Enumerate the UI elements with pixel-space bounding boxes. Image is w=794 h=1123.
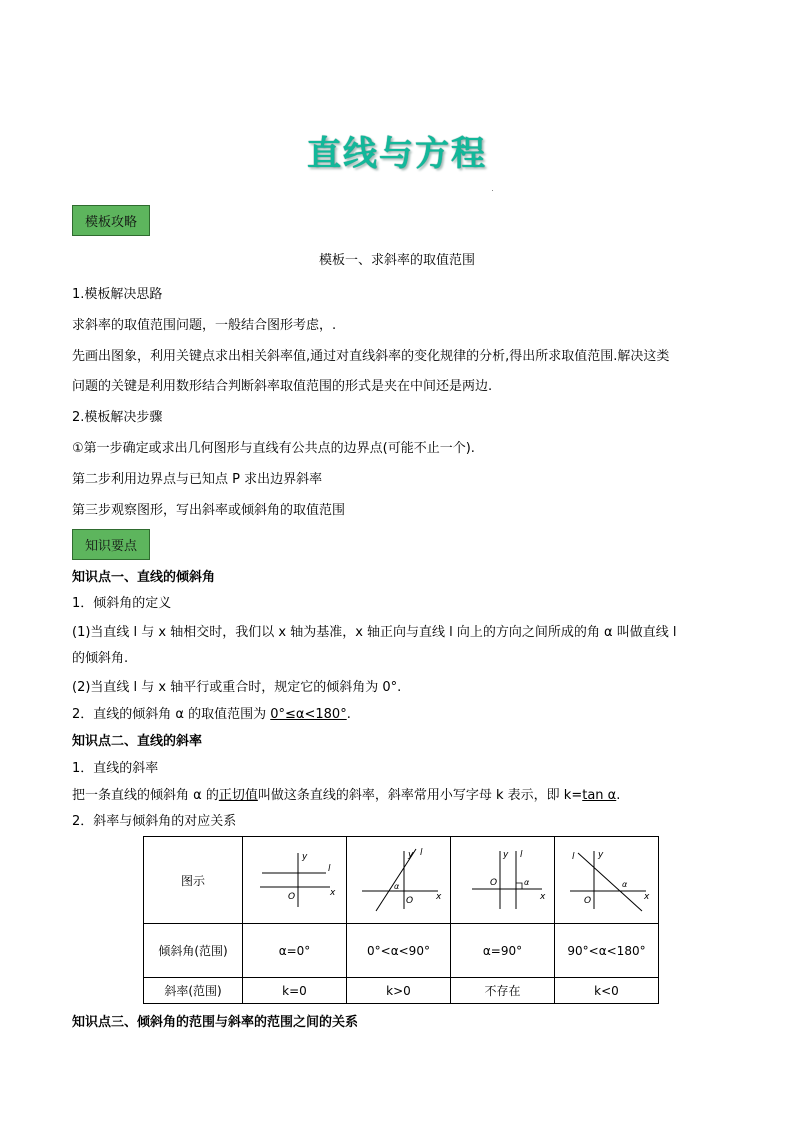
x-label: x [435, 892, 441, 902]
table-header-figure: 图示 [144, 837, 243, 924]
tangent-term: 正切值 [218, 788, 258, 803]
template-heading: 模板一、求斜率的取值范围 [318, 253, 475, 268]
paragraph-3a: 先画出图象，利用关键点求出相关斜率值,通过对直线斜率的变化规律的分析,得出所求取值范围.解决这类 [72, 349, 670, 364]
knowledge-1-item-2a: (1)当直线 l 与 x 轴相交时，我们以 x 轴为基准，x 轴正向与直线 l 向上的方向之间所成的角 α 叫做直线 l [72, 625, 677, 640]
table-header-angle: 倾斜角(范围) [144, 924, 243, 978]
origin-label: O [405, 896, 413, 906]
section-tag-knowledge: 知识要点 [72, 529, 150, 560]
graph-positive-slope [354, 845, 444, 915]
alpha-label: α [523, 878, 529, 887]
stray-dot [492, 190, 493, 191]
graph-horizontal-line [250, 845, 340, 915]
slope-def-mid: 叫做这条直线的斜率，斜率常用小写字母 k 表示，即 k= [257, 788, 583, 803]
knowledge-3-title: 知识点三、倾斜角的范围与斜率的范围之间的关系 [72, 1015, 359, 1030]
knowledge-1-item-2b: 的倾斜角. [72, 651, 129, 666]
range-value: 0°≤α<180° [270, 707, 347, 722]
range-prefix: 2．直线的倾斜角 α 的取值范围为 [72, 707, 267, 722]
page-title: 直线与方程 [307, 134, 487, 174]
paragraph-5: ①第一步确定或求出几何图形与直线有公共点的边界点(可能不止一个). [72, 441, 475, 456]
right-angle-mark [516, 883, 522, 889]
angle-cell: 0°<α<90° [347, 924, 451, 978]
knowledge-2-item-1: 1．直线的斜率 [72, 761, 159, 776]
paragraph-6: 第二步利用边界点与已知点 P 求出边界斜率 [72, 472, 323, 487]
knowledge-2-title: 知识点二、直线的斜率 [72, 734, 203, 749]
knowledge-1-item-4 [72, 703, 351, 722]
graph-negative-slope [562, 845, 652, 915]
period: . [346, 707, 351, 722]
table-header-slope: 斜率(范围) [144, 978, 243, 1004]
figure-positive [347, 837, 451, 924]
knowledge-1-title: 知识点一、直线的倾斜角 [72, 570, 216, 585]
l-label: l [519, 850, 523, 860]
l-label: l [327, 864, 331, 874]
x-label: x [643, 892, 649, 902]
period: . [616, 788, 621, 803]
slope-cell: k<0 [555, 978, 659, 1004]
y-label: y [502, 850, 508, 860]
y-label: y [407, 850, 413, 860]
slope-cell: k=0 [243, 978, 347, 1004]
slope-cell: k>0 [347, 978, 451, 1004]
l-label: l [419, 848, 423, 858]
figure-vertical [451, 837, 555, 924]
y-label: y [597, 850, 603, 860]
section-tag-template: 模板攻略 [72, 205, 150, 236]
alpha-label: α [393, 882, 399, 891]
alpha-label: α [621, 880, 627, 889]
figure-horizontal [243, 837, 347, 924]
slope-angle-table [143, 836, 659, 1004]
slope-formula: tan α [582, 788, 617, 803]
graph-vertical-line [458, 845, 548, 915]
knowledge-2-item-2 [72, 784, 620, 803]
knowledge-2-item-3: 2．斜率与倾斜角的对应关系 [72, 814, 237, 829]
origin-label: O [287, 892, 295, 902]
paragraph-4: 2.模板解决步骤 [72, 410, 163, 425]
origin-label: O [583, 896, 591, 906]
angle-cell: 90°<α<180° [555, 924, 659, 978]
angle-cell: α=90° [451, 924, 555, 978]
y-label: y [301, 852, 307, 862]
knowledge-1-item-1: 1．倾斜角的定义 [72, 596, 172, 611]
figure-negative [555, 837, 659, 924]
slope-def-prefix: 把一条直线的倾斜角 α 的 [72, 788, 219, 803]
origin-label: O [489, 878, 497, 888]
paragraph-2: 求斜率的取值范围问题，一般结合图形考虑，. [72, 318, 337, 333]
l-label: l [571, 852, 575, 862]
paragraph-1: 1.模板解决思路 [72, 287, 163, 302]
knowledge-1-item-3: (2)当直线 l 与 x 轴平行或重合时，规定它的倾斜角为 0°. [72, 680, 402, 695]
paragraph-7: 第三步观察图形，写出斜率或倾斜角的取值范围 [72, 503, 346, 518]
paragraph-3b: 问题的关键是利用数形结合判断斜率取值范围的形式是夹在中间还是两边. [72, 379, 493, 394]
slope-cell: 不存在 [451, 978, 555, 1004]
angle-cell: α=0° [243, 924, 347, 978]
x-label: x [329, 888, 335, 898]
x-label: x [539, 892, 545, 902]
